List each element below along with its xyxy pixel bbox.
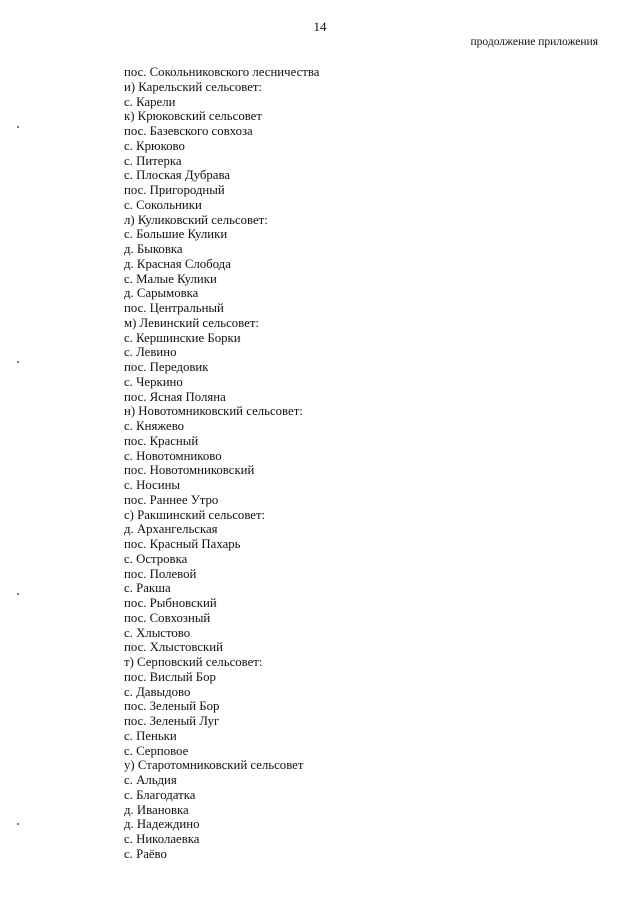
locality-entry: с. Хлыстово — [124, 625, 191, 640]
locality-entry: и) Карельский сельсовет: — [124, 79, 263, 94]
locality-entry: пос. Полевой — [124, 566, 197, 581]
locality-entry: с. Носины — [124, 478, 181, 492]
locality-entry: с. Сокольники — [124, 197, 202, 212]
locality-entry: пос. Передовик — [124, 360, 209, 374]
locality-entry: с. Питерка — [124, 153, 182, 168]
scan-mark — [17, 823, 19, 825]
locality-entry: д. Красная Слобода — [124, 256, 231, 271]
scan-mark — [17, 126, 19, 128]
locality-entry: пос. Красный — [124, 433, 199, 448]
locality-entry: с. Черкино — [124, 374, 183, 389]
locality-entry: пос. Сокольниковского лесничества — [124, 65, 320, 79]
locality-entry: с. Большие Кулики — [124, 227, 228, 242]
page-number: 14 — [313, 19, 327, 34]
locality-entry: с. Княжево — [124, 419, 185, 433]
locality-entry: пос. Вислый Бор — [124, 669, 216, 684]
locality-entry: с. Серповое — [124, 743, 189, 758]
locality-entry: с. Карели — [124, 94, 176, 109]
locality-entry: д. Быковка — [124, 242, 183, 256]
locality-entry: пос. Базевского совхоза — [124, 124, 253, 138]
locality-entry: д. Сарымовка — [124, 286, 199, 301]
locality-entry: с. Ракша — [124, 581, 171, 596]
locality-entry: пос. Пригородный — [124, 183, 225, 197]
locality-entry: с. Пеньки — [124, 728, 177, 743]
locality-entry: пос. Красный Пахарь — [124, 537, 241, 551]
locality-entry: с. Плоская Дубрава — [124, 168, 230, 183]
locality-entry: с. Кершинские Борки — [124, 330, 241, 345]
locality-entry: к) Крюковский сельсовет — [124, 109, 262, 124]
locality-entry: с. Левино — [124, 345, 177, 360]
locality-entry: с) Ракшинский сельсовет: — [124, 507, 266, 522]
locality-entry: пос. Новотомниковский — [124, 463, 255, 478]
locality-entry: л) Куликовский сельсовет: — [124, 212, 268, 227]
locality-entry: т) Серповский сельсовет: — [124, 655, 263, 669]
locality-entry: с. Николаевка — [124, 832, 200, 846]
locality-entry: пос. Центральный — [124, 301, 224, 315]
locality-entry: м) Левинский сельсовет: — [124, 315, 259, 330]
scan-mark — [17, 361, 19, 363]
locality-entry: с. Альдия — [124, 773, 177, 787]
locality-entry: с. Малые Кулики — [124, 271, 217, 286]
locality-list — [124, 65, 319, 862]
locality-entry: пос. Хлыстовский — [124, 640, 223, 655]
locality-entry: с. Новотомниково — [124, 448, 222, 463]
locality-entry: пос. Рыбновский — [124, 596, 217, 610]
continuation-note: продолжение приложения — [470, 36, 598, 48]
locality-entry: пос. Зеленый Луг — [124, 714, 220, 728]
locality-entry: н) Новотомниковский сельсовет: — [124, 404, 303, 419]
locality-entry: д. Ивановка — [124, 802, 189, 817]
locality-entry: пос. Совхозный — [124, 610, 211, 625]
locality-entry: пос. Раннее Утро — [124, 492, 219, 507]
locality-entry: у) Старотомниковский сельсовет — [124, 758, 304, 773]
locality-entry: пос. Ясная Поляна — [124, 389, 226, 404]
locality-entry: д. Архангельская — [124, 522, 218, 537]
scan-mark — [17, 593, 19, 595]
locality-entry: с. Давыдово — [124, 684, 191, 699]
locality-entry: пос. Зеленый Бор — [124, 699, 220, 714]
locality-entry: с. Раёво — [124, 846, 167, 861]
locality-entry: с. Крюково — [124, 138, 185, 153]
locality-entry: д. Надеждино — [124, 817, 200, 832]
locality-entry: с. Благодатка — [124, 787, 196, 802]
locality-entry: с. Островка — [124, 551, 188, 566]
